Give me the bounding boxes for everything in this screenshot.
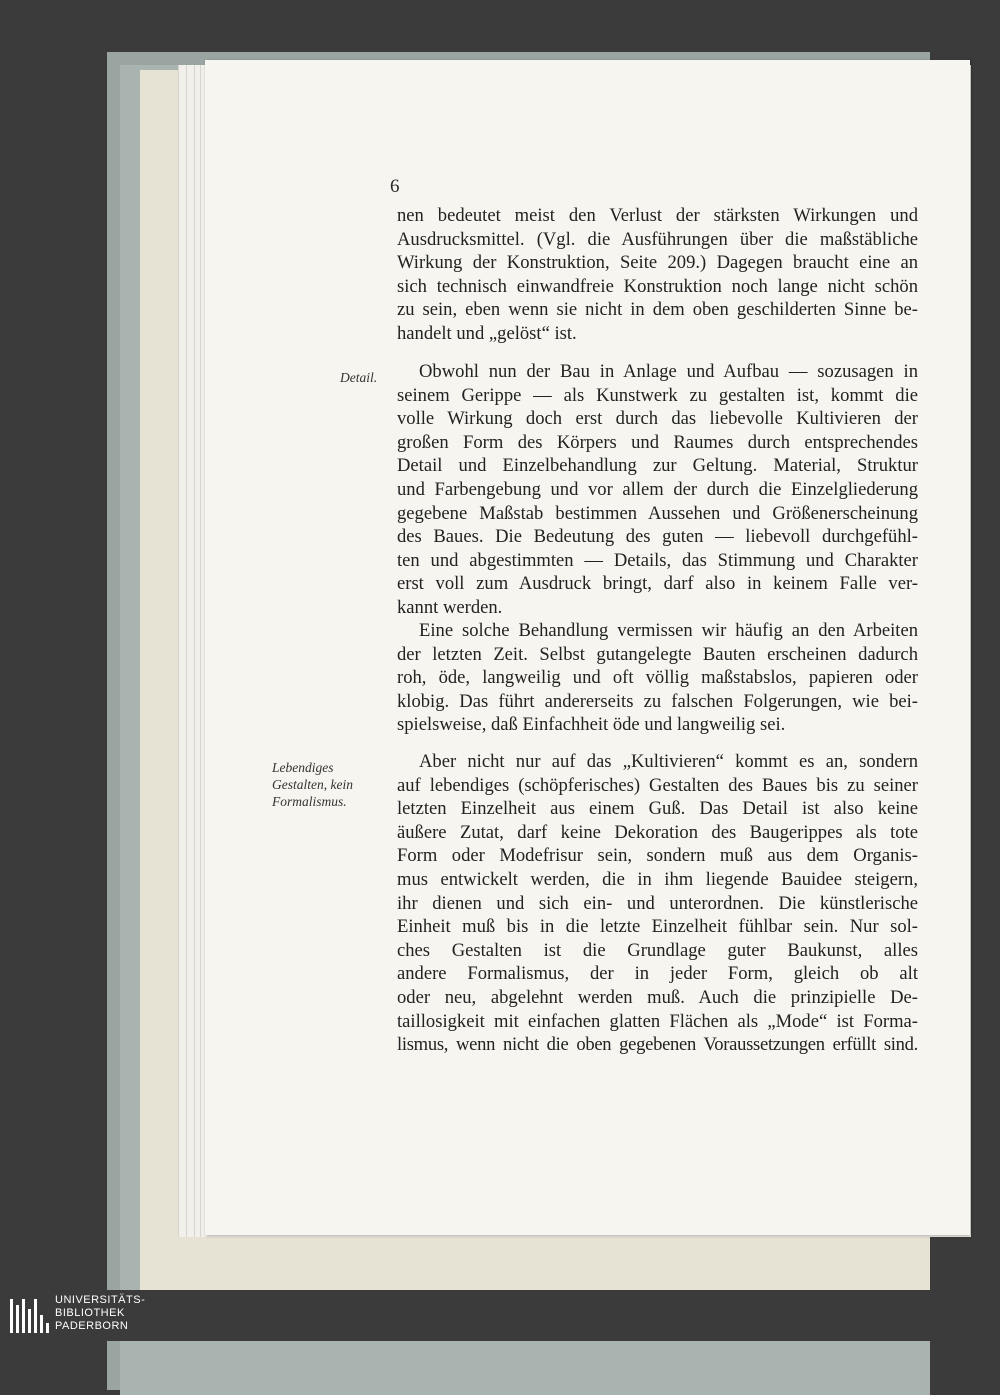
margin-note-detail: Detail. xyxy=(340,370,378,385)
text-line: der letzten Zeit. Selbst gutangelegte Bauten erscheinen dadurch xyxy=(397,643,918,665)
margin-note-line: Formalismus. xyxy=(272,794,347,809)
text-line: klobig. Das führt andererseits zu falschen Folgerungen, wie bei- xyxy=(397,690,918,712)
paragraph-2 xyxy=(397,360,918,620)
text-line: taillosigkeit mit einfachen glatten Flächen als „Mode“ ist Forma- xyxy=(397,1010,918,1032)
text-line: letzten Einzelheit aus einem Guß. Das Detail ist also keine xyxy=(397,798,918,820)
text-line: Detail und Einzelbehandlung zur Geltung. Material, Struktur xyxy=(397,455,918,477)
text-line: Ausdrucksmittel. (Vgl. die Ausführungen über die maßstäbliche xyxy=(397,228,918,250)
text-line: ches Gestalten ist die Grundlage guter Baukunst, alles xyxy=(397,939,918,961)
text-line: spielsweise, daß Einfachheit öde und langweilig sei. xyxy=(397,714,786,736)
text-line: und Farbengebung und vor allem der durch die Einzelgliederung xyxy=(397,478,918,500)
text-line: großen Form des Körpers und Raumes durch entsprechendes xyxy=(397,431,918,453)
margin-note-line: Lebendiges xyxy=(272,760,334,775)
text-line: ten und abgestimmten — Details, das Stimmung und Charakter xyxy=(397,549,918,571)
library-footer xyxy=(0,1290,1000,1341)
text-line: lismus, wenn nicht die oben gegebenen Voraussetzungen erfüllt sind. xyxy=(397,1034,918,1056)
paragraph-4 xyxy=(397,750,918,1057)
text-line: äußere Zutat, darf keine Dekoration des Baugerippes als tote xyxy=(397,821,918,843)
text-line: kannt werden. xyxy=(397,596,503,618)
library-name-line: BIBLIOTHEK xyxy=(55,1307,125,1319)
text-line: ihr dienen und sich ein- und unterordnen. Die künstlerische xyxy=(397,892,918,914)
page-number: 6 xyxy=(390,176,400,197)
text-line: oder neu, abgelehnt werden muß. Auch die prinzipielle De- xyxy=(397,986,918,1008)
text-line: Eine solche Behandlung vermissen wir häufig an den Arbeiten xyxy=(419,620,918,641)
text-line: Aber nicht nur auf das „Kultivieren“ kommt es an, sondern xyxy=(419,751,918,772)
text-line: des Baues. Die Bedeutung des guten — liebevoll durchgefühl- xyxy=(397,526,918,548)
paragraph-3 xyxy=(397,619,918,737)
text-line: Obwohl nun der Bau in Anlage und Aufbau — sozusagen in xyxy=(419,361,918,382)
library-logo-icon xyxy=(8,1295,50,1337)
text-line: handelt und „gelöst“ ist. xyxy=(397,322,577,344)
text-line: andere Formalismus, der in jeder Form, gleich ob alt xyxy=(397,963,918,985)
text-line: gegebene Maßstab bestimmen Aussehen und Größenerscheinung xyxy=(397,502,918,524)
margin-note-lebendiges xyxy=(272,759,353,810)
text-line: Wirkung der Konstruktion, Seite 209.) Dagegen braucht eine an xyxy=(397,252,918,274)
paragraph-1 xyxy=(397,204,918,346)
margin-note-line: Gestalten, kein xyxy=(272,777,353,792)
library-name-line: PADERBORN xyxy=(55,1320,129,1332)
text-line: sich technisch einwandfreie Konstruktion noch lange nicht schön xyxy=(397,275,918,297)
text-line: roh, öde, langweilig und oft völlig maßstabslos, papieren oder xyxy=(397,667,918,689)
library-name-line: UNIVERSITÄTS- xyxy=(55,1294,146,1306)
text-line: nen bedeutet meist den Verlust der stärksten Wirkungen und xyxy=(397,205,918,226)
text-line: zu sein, eben wenn sie nicht in dem oben geschilderten Sinne be- xyxy=(397,299,918,321)
text-line: Einheit muß bis in die letzte Einzelheit fühlbar sein. Nur sol- xyxy=(397,916,918,938)
text-line: erst voll zum Ausdruck bringt, darf also in keinem Falle ver- xyxy=(397,573,918,595)
text-line: auf lebendiges (schöpferisches) Gestalten des Baues bis zu seiner xyxy=(397,774,918,796)
text-line: mus entwickelt werden, die in ihm liegende Bauidee steigern, xyxy=(397,868,918,890)
text-line: seinem Gerippe — als Kunstwerk zu gestalten ist, kommt die xyxy=(397,384,918,406)
text-line: volle Wirkung doch erst durch das liebevolle Kultivieren der xyxy=(397,408,918,430)
text-line: Form oder Modefrisur sein, sondern muß aus dem Organis- xyxy=(397,845,918,867)
